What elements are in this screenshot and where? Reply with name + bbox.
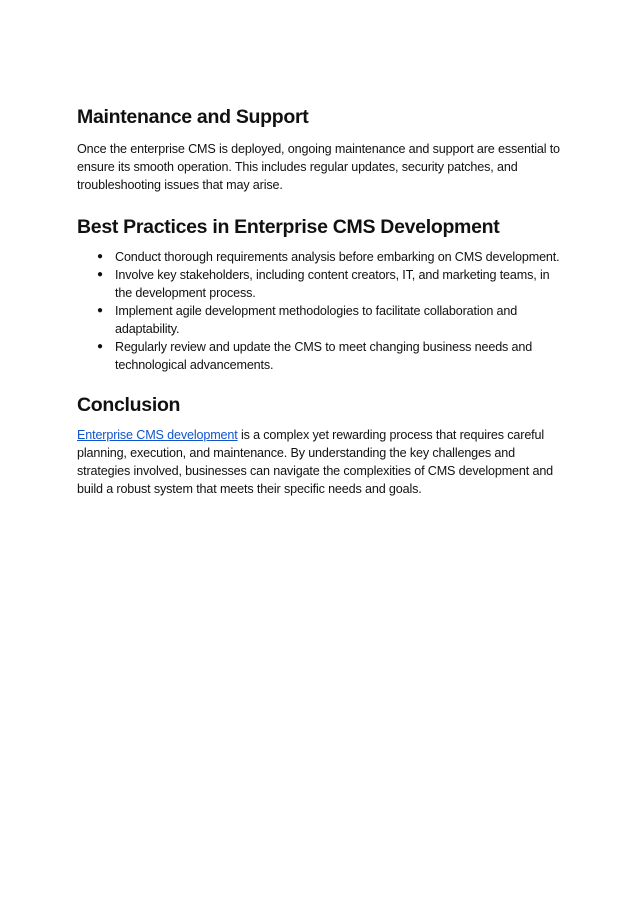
best-practices-list	[77, 248, 567, 374]
maintenance-section	[77, 104, 567, 194]
enterprise-cms-link[interactable]: Enterprise CMS development	[77, 428, 238, 442]
document-page	[77, 104, 567, 498]
conclusion-body-text: is a complex yet rewarding process that requires careful planning, execution, and maintenance. By understanding the key challenges and strategies involved, businesses can navigate the complexities of CMS development and build a robust system that meets their specific needs and goals.	[77, 428, 554, 496]
bullet-icon: ●	[97, 251, 103, 262]
maintenance-heading: Maintenance and Support	[77, 106, 309, 128]
conclusion-heading: Conclusion	[77, 394, 181, 416]
list-item-text: Conduct thorough requirements analysis before embarking on CMS development.	[115, 250, 560, 264]
list-item	[77, 338, 567, 374]
bullet-icon: ●	[97, 269, 103, 280]
maintenance-paragraph: Once the enterprise CMS is deployed, ongoing maintenance and support are essential to ensure its smooth operation. This includes regular updates, security patches, and troubleshooting issues that may arise.	[77, 142, 560, 192]
best-practices-section	[77, 214, 567, 374]
best-practices-heading: Best Practices in Enterprise CMS Development	[77, 216, 500, 238]
conclusion-paragraph	[77, 426, 567, 498]
conclusion-section	[77, 392, 567, 498]
list-item-text: Regularly review and update the CMS to meet changing business needs and technological advancements.	[115, 340, 533, 372]
list-item	[77, 302, 567, 338]
list-item	[77, 266, 567, 302]
list-item-text: Involve key stakeholders, including content creators, IT, and marketing teams, in the development process.	[115, 268, 550, 300]
list-item	[77, 248, 567, 266]
bullet-icon: ●	[97, 341, 103, 352]
list-item-text: Implement agile development methodologies to facilitate collaboration and adaptability.	[115, 304, 518, 336]
bullet-icon: ●	[97, 305, 103, 316]
